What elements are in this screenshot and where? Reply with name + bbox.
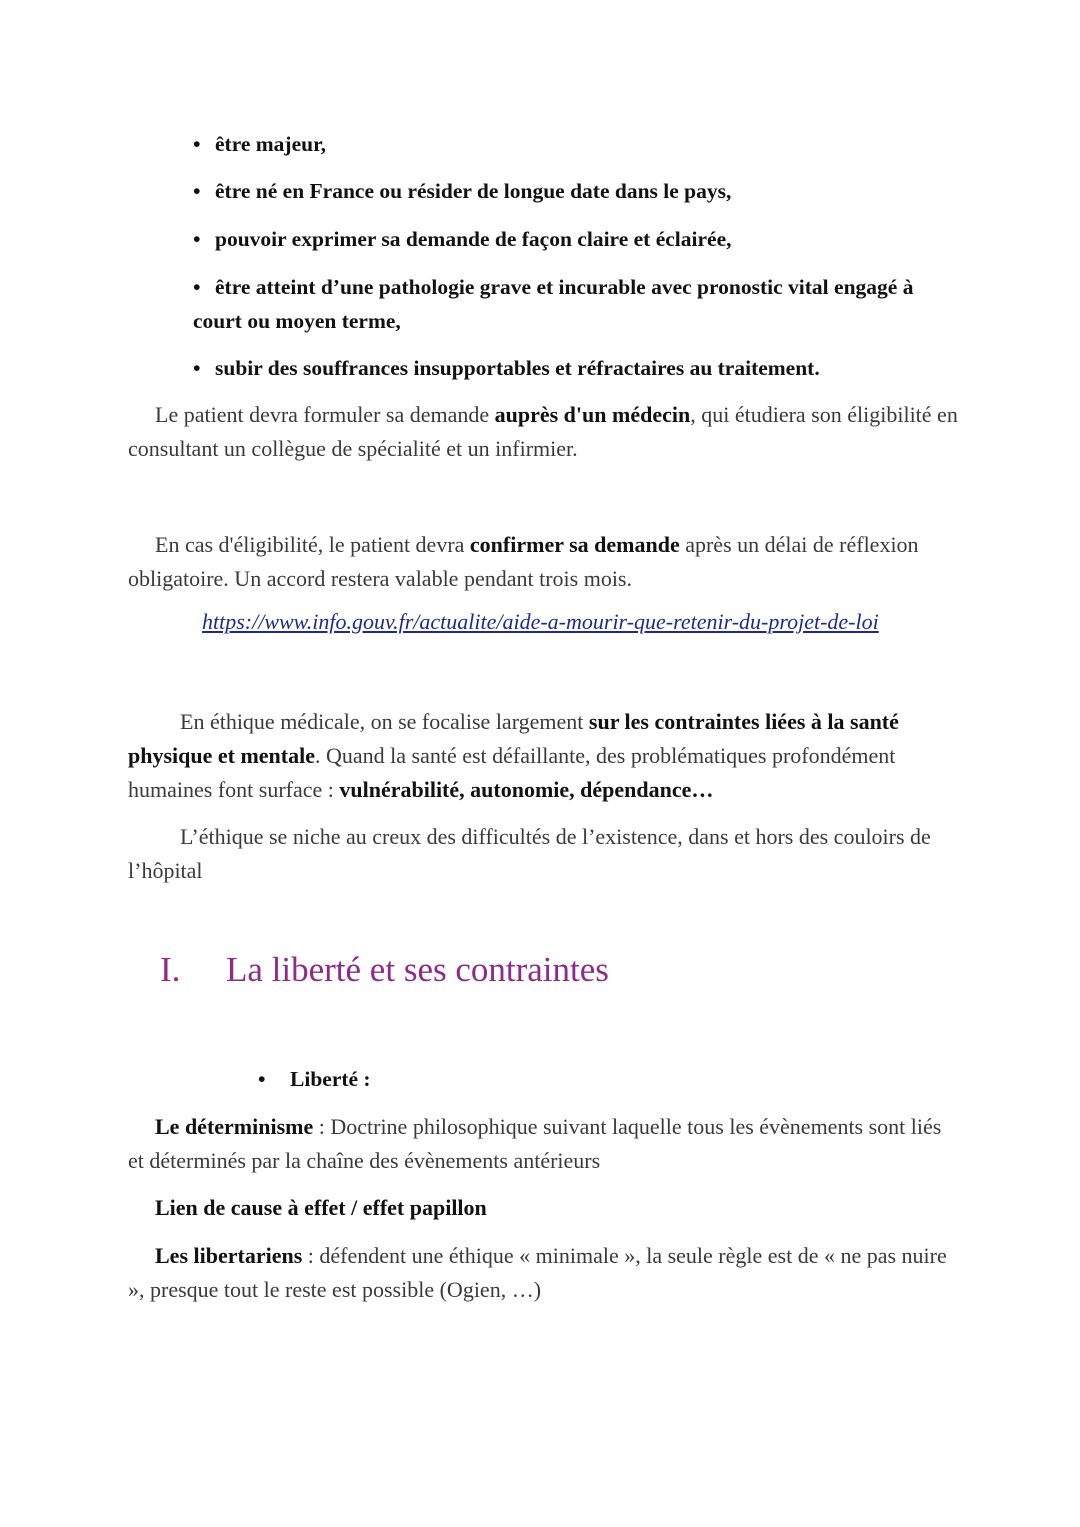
sub-bullet: • Liberté :	[258, 1067, 371, 1091]
paragraph: Le patient devra formuler sa demande auprès d'un médecin, qui étudiera son éligibilité en consultant un collègue de spécialité et un infirmier.	[128, 402, 958, 461]
paragraph: Les libertariens : défendent une éthique « minimale », la seule règle est de « ne pas nuire », presque tout le reste est possible (Ogien, …)	[128, 1243, 947, 1302]
paragraph: Lien de cause à effet / effet papillon	[155, 1195, 487, 1220]
bullet-item: • être né en France ou résider de longue date dans le pays,	[193, 179, 732, 203]
source-link[interactable]: https://www.info.gouv.fr/actualite/aide-a-mourir-que-retenir-du-projet-de-loi	[202, 609, 879, 634]
paragraph: En éthique médicale, on se focalise largement sur les contraintes liées à la santé physique et mentale. Quand la santé est défaillante, des problématiques profondément humaines font surface : vulnérabilité, autonomie, dépendance…	[128, 709, 899, 802]
bullet-item: • être atteint d’une pathologie grave et incurable avec pronostic vital engagé à court ou moyen terme,	[193, 275, 914, 333]
paragraph: L’éthique se niche au creux des difficultés de l’existence, dans et hors des couloirs de l’hôpital	[128, 824, 931, 883]
paragraph: Le déterminisme : Doctrine philosophique suivant laquelle tous les évènements sont liés et déterminés par la chaîne des évènements antérieurs	[128, 1114, 942, 1173]
section-heading: I. La liberté et ses contraintes	[160, 950, 609, 989]
bullet-item: • être majeur,	[193, 132, 327, 156]
bullet-item: • pouvoir exprimer sa demande de façon claire et éclairée,	[193, 227, 732, 251]
paragraph: En cas d'éligibilité, le patient devra confirmer sa demande après un délai de réflexion obligatoire. Un accord restera valable pendant trois mois.	[128, 532, 919, 591]
bullet-item: • subir des souffrances insupportables et réfractaires au traitement.	[193, 356, 820, 380]
